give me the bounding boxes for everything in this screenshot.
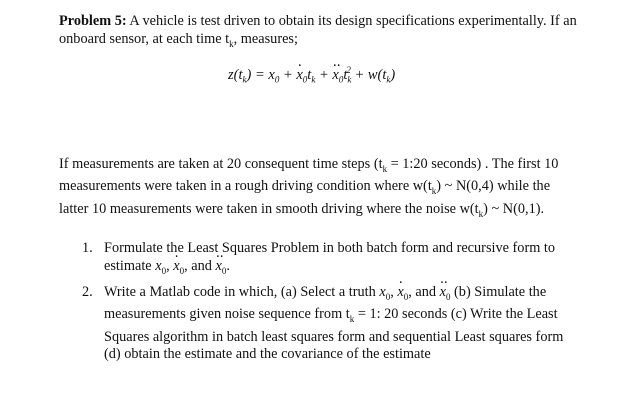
intro-text-end: , measures; [233,30,298,47]
list-item: 2. Write a Matlab code in which, (a) Select a truth $x_0$, · $x_0$, and ·· $x_0$ (b) Simulate the measurements given noise sequence from $t_k = 1$: 20 seconds (c) Write the Least Squares algorithm in batch least squares form and sequential Least squares form (d) obtain the estimate and the covariance of the estimate [82,284,582,364]
equation-rhs: x [268,66,275,83]
task-1-text: Formulate the Least Squares Problem in both batch form and recursive form to estimate [104,240,556,274]
intro-subscript: k [229,38,234,49]
item-number: 2. [82,283,93,300]
problem-label: Problem 5: [59,13,127,29]
measurement-description: If measurements are taken at 20 consequent time steps ($t_k$ = 1:20 seconds) . The first 10 measurements were taken in a rough driving condition where $w(t_k)$ ~ N(0,4) while the latter 10 measurements were taken in smooth driving where the noise $w(t_k)$ ~ N(0,1). [59,156,559,219]
task-2-text: Write a Matlab code in which, (a) Select a truth [104,283,376,300]
item-number: 1. [82,240,93,256]
intro-text: A vehicle is test driven to obtain its design specifications experimentally. If an onboard sensor, at each time t [59,13,577,47]
task-list [82,240,582,368]
measurement-equation: $z(t_k) = x_0$ + · $x_0t_k$ + ·· $x_0t_k^2 + w(t_k)$ [228,65,395,85]
problem-statement [59,13,579,53]
list-item: 1. Formulate the Least Squares Problem in both batch form and recursive form to estimate $x_0$, · $x_0$, and ·· $x_0$. [82,240,582,280]
equation-lhs: z(t [228,66,243,83]
